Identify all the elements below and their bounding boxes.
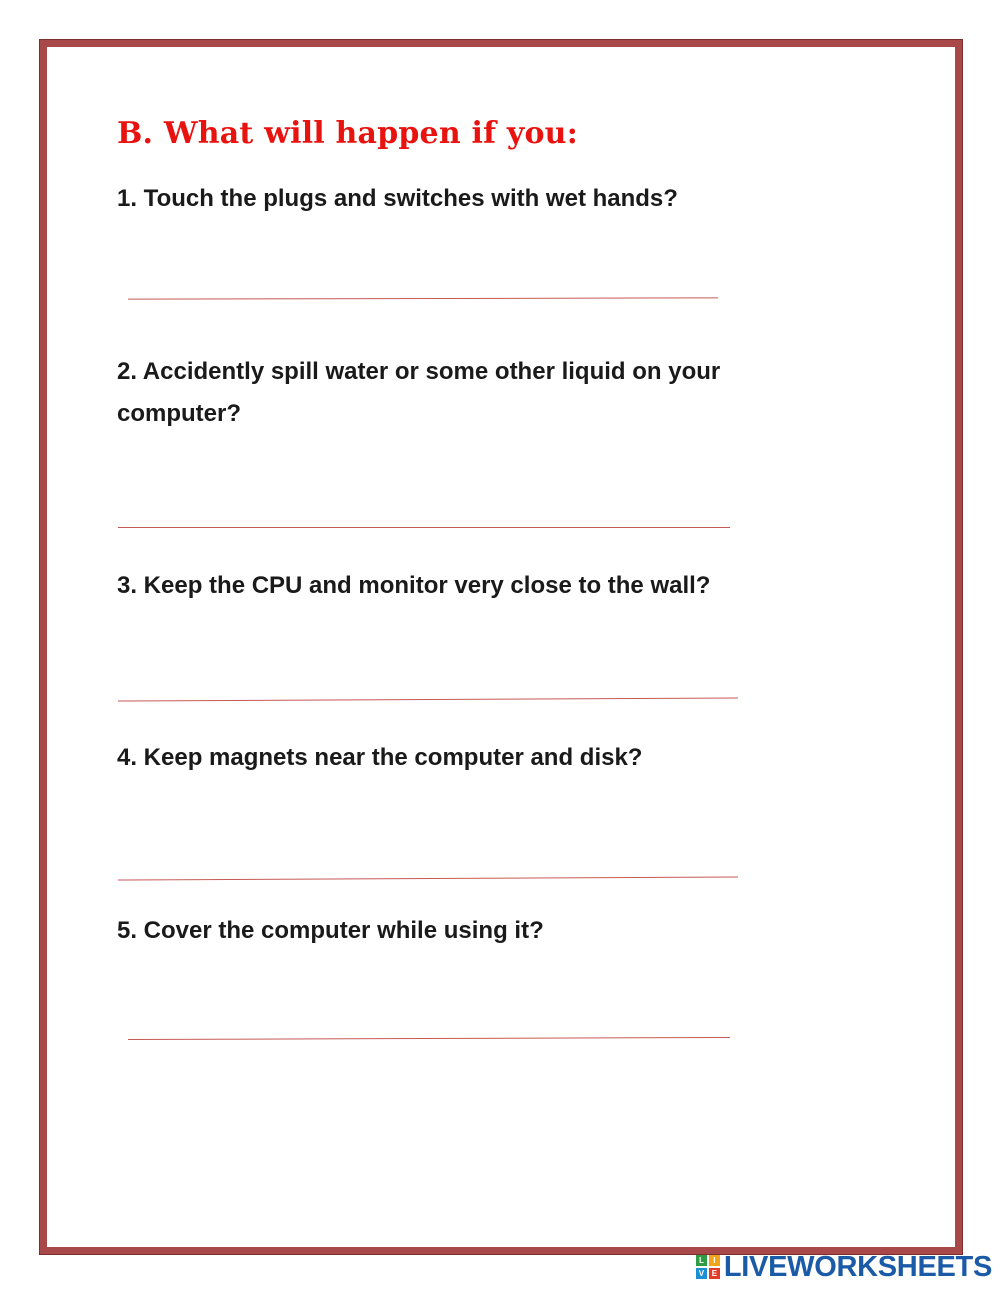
logo-letter: E <box>709 1268 720 1279</box>
question-5: 5. Cover the computer while using it? <box>117 917 544 944</box>
liveworksheets-logo[interactable] <box>696 1249 992 1285</box>
question-2: 2. Accidently spill water or some other liquid on your computer? <box>117 358 721 427</box>
logo-letter: V <box>696 1268 707 1279</box>
worksheet-frame <box>40 40 962 1254</box>
logo-letter: L <box>696 1255 707 1266</box>
logo-mark-icon <box>696 1255 720 1279</box>
answer-line-2[interactable] <box>118 527 730 528</box>
logo-letter: I <box>709 1255 720 1266</box>
question-3: 3. Keep the CPU and monitor very close to the wall? <box>117 572 711 599</box>
logo-text: LIVEWORKSHEETS <box>723 1250 992 1283</box>
question-1: 1. Touch the plugs and switches with wet hands? <box>117 185 678 212</box>
section-title: B. What will happen if you: <box>117 116 578 151</box>
question-4: 4. Keep magnets near the computer and disk? <box>117 744 643 771</box>
